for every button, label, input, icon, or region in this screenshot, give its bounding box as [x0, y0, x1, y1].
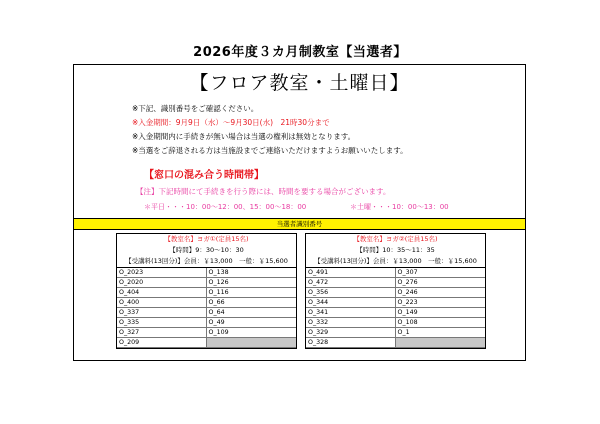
winner-id-cell: O_223 — [396, 298, 486, 308]
class-block-yoga-2 — [305, 233, 486, 349]
winner-id-cell: O_400 — [117, 298, 207, 308]
winner-id-cell: O_66 — [207, 298, 297, 308]
class-fee: 【受講料(13回分)】会員：￥13,000 一般：￥15,600 — [305, 256, 486, 267]
winner-id-cell: O_328 — [306, 338, 396, 348]
winner-id-cell: O_209 — [117, 338, 207, 348]
winner-id-cell: O_109 — [207, 328, 297, 338]
busy-hours-weekday: ＊平日・・・10：00～12：00、15：00～18：00 — [144, 203, 307, 211]
winner-id-cell: O_116 — [207, 288, 297, 298]
winner-id-band: 当選者識別番号 — [74, 218, 525, 230]
class-block-yoga-1 — [116, 233, 297, 349]
class-name: 【教室名】ヨガ①(定員15名) — [116, 233, 297, 245]
winner-id-cell: O_49 — [207, 318, 297, 328]
class-time: 【時間】10：35～11：35 — [305, 245, 486, 256]
winner-id-cell: O_2023 — [117, 268, 207, 278]
empty-cell — [396, 338, 486, 348]
winner-id-cell: O_335 — [117, 318, 207, 328]
winner-id-cell: O_307 — [396, 268, 486, 278]
winner-id-cell: O_2020 — [117, 278, 207, 288]
class-name: 【教室名】ヨガ②(定員15名) — [305, 233, 486, 245]
class-fee: 【受講料(13回分)】会員：￥13,000 一般：￥15,600 — [116, 256, 297, 267]
busy-hours-caution: 【注】下記時間にて手続きを行う際には、時間を要する場合がございます。 — [136, 187, 391, 196]
busy-hours-saturday: ＊土曜・・・10：00～13：00 — [350, 203, 449, 211]
note-payment-period: ※入金期間：9月9日（水）～9月30日(水) 21時30分まで — [132, 118, 330, 127]
winner-id-cell: O_126 — [207, 278, 297, 288]
class-time: 【時間】9：30～10：30 — [116, 245, 297, 256]
winner-id-cell: O_138 — [207, 268, 297, 278]
winner-id-cell: O_341 — [306, 308, 396, 318]
banner-heading: 【フロア教室・土曜日】 — [189, 72, 410, 94]
winner-id-cell: O_344 — [306, 298, 396, 308]
note-confirm-id: ※下記、識別番号をご確認ください。 — [132, 104, 259, 113]
winner-id-cell: O_108 — [396, 318, 486, 328]
winner-id-cell: O_149 — [396, 308, 486, 318]
winner-id-cell: O_491 — [306, 268, 396, 278]
empty-cell — [207, 338, 297, 348]
winner-id-cell: O_329 — [306, 328, 396, 338]
winner-id-cell: O_327 — [117, 328, 207, 338]
winner-id-cell: O_404 — [117, 288, 207, 298]
winner-id-cell: O_276 — [396, 278, 486, 288]
winner-id-cell: O_1 — [396, 328, 486, 338]
winner-id-cell: O_472 — [306, 278, 396, 288]
winner-id-cell: O_246 — [396, 288, 486, 298]
winner-id-cell: O_337 — [117, 308, 207, 318]
winner-id-cell: O_356 — [306, 288, 396, 298]
note-decline-contact: ※当選をご辞退される方は当施設までご連絡いただけますようお願いいたします。 — [132, 146, 408, 155]
winner-id-cell: O_332 — [306, 318, 396, 328]
note-invalid-warning: ※入金期間内に手続きが無い場合は当選の権利は無効となります。 — [132, 132, 356, 141]
announcement-frame — [73, 64, 526, 361]
busy-hours-title: 【窓口の混み合う時間帯】 — [144, 170, 264, 181]
winner-id-grid — [116, 267, 297, 349]
document-title: 2026年度３カ月制教室【当選者】 — [193, 45, 407, 60]
winner-id-grid — [305, 267, 486, 349]
winner-id-cell: O_64 — [207, 308, 297, 318]
